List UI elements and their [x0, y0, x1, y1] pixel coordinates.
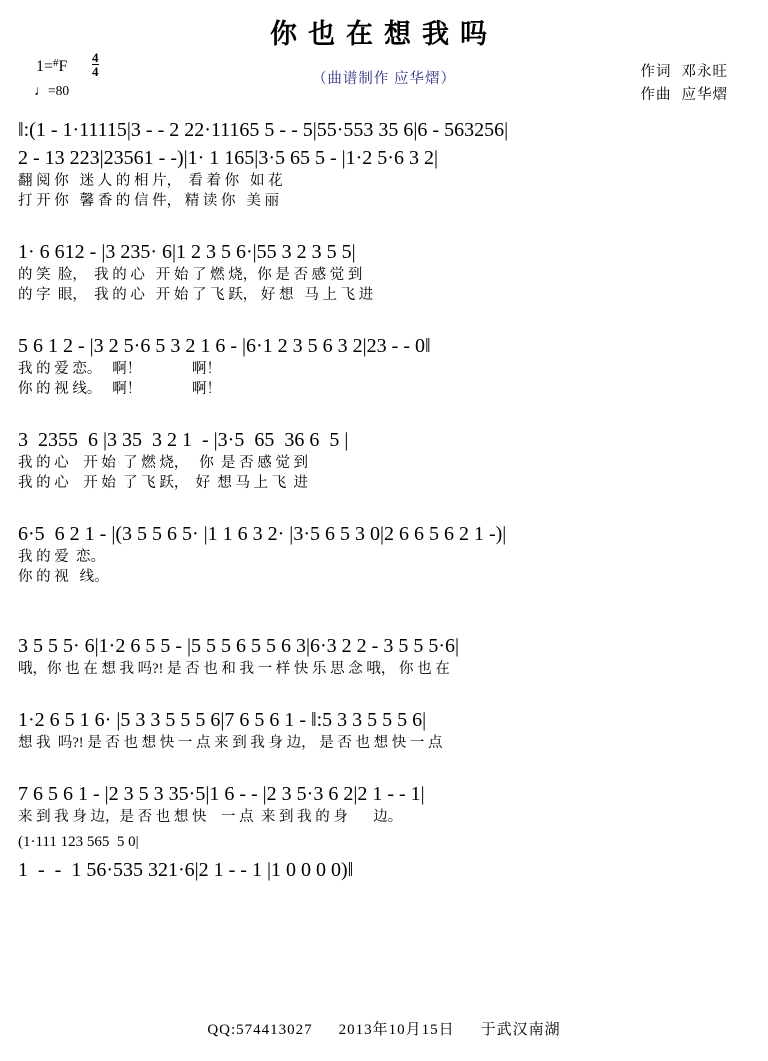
- notation-line: 7 6 5 6 1 - |2 3 5 3 35·5|1 6 - - |2 3 5·3 6 2|2 1 - - 1|: [18, 783, 425, 805]
- time-signature-numerator: 4: [92, 50, 99, 65]
- tempo-equals: =: [48, 83, 56, 98]
- score-system: [18, 633, 750, 679]
- score-system: [18, 333, 750, 399]
- notation-line: 1·2 6 5 1 6· |5 3 3 5 5 5 6|7 6 5 6 1 - ‖:5 3 3 5 5 5 6|: [18, 709, 427, 731]
- footer-location: 于武汉南湖: [480, 1022, 561, 1038]
- score-system: [18, 857, 750, 883]
- score-system: [18, 427, 750, 493]
- lyric-line-verse2: 我 的 心 开 始 了 飞 跃， 好 想 马 上 飞 进: [18, 475, 308, 491]
- lyric-line-verse2: 打 开 你 馨 香 的 信 件， 精 读 你 美 丽: [18, 193, 279, 209]
- lyric-line-verse1: 的 笑 脸， 我 的 心 开 始 了 燃 烧，你 是 否 感 觉 到: [18, 267, 363, 283]
- lyric-line-chorus: 来 到 我 身 边，是 否 也 想 快 一 点 来 到 我 的 身 边。: [18, 809, 403, 825]
- tempo-note-icon: ♩: [34, 84, 48, 99]
- notation-line: 1 - - 1 56·535 321·6|2 1 - - 1 |1 0 0 0 0)‖: [18, 859, 354, 881]
- qq-label: QQ:: [207, 1022, 237, 1038]
- time-signature-denominator: 4: [92, 64, 99, 79]
- key-note: F: [58, 58, 68, 75]
- credit-lyricist: [641, 61, 729, 84]
- credit-lyricist-name: 邓永旺: [681, 64, 728, 80]
- lyric-line-verse1: 我 的 心 开 始 了 燃 烧， 你 是 否 感 觉 到: [18, 455, 308, 471]
- score-system: [18, 707, 750, 753]
- credit-composer-name: 应华熠: [681, 87, 728, 103]
- notation-line: ‖:(1 - 1·11115|3 - - 2 22·11165 5 - - 5|55·553 35 6|6 - 563256|: [18, 119, 509, 141]
- lyric-line-verse2: 你 的 视 线。 啊！ 啊！: [18, 381, 221, 397]
- notation-line: 6·5 6 2 1 - |(3 5 5 6 5· |1 1 6 3 2· |3·5 6 5 3 0|2 6 6 5 6 2 1 -)|: [18, 523, 507, 545]
- page-title: 你也在想我吗: [270, 19, 498, 49]
- lyric-line-verse1: 翻 阅 你 迷 人 的 相 片， 看 着 你 如 花: [18, 173, 283, 189]
- tempo-bpm: 80: [55, 83, 70, 98]
- score-header: [0, 50, 768, 117]
- score-system: [18, 145, 750, 211]
- lyric-line-chorus: 想 我 吗?! 是 否 也 想 快 一 点 来 到 我 身 边， 是 否 也 想 快 一 点: [18, 735, 443, 751]
- key-accidental: #: [53, 57, 59, 69]
- lyric-line-verse2: 你 的 视 线。: [18, 569, 109, 585]
- score-system: [18, 117, 750, 143]
- lyric-line-verse2: 的 字 眼， 我 的 心 开 始 了 飞 跃， 好 想 马 上 飞 进: [18, 287, 374, 303]
- score-body: [18, 117, 750, 883]
- notation-line-small: (1·111 123 565 5 0|: [18, 834, 139, 850]
- score-system: [18, 781, 750, 827]
- notation-line: 1· 6 612 - |3 235· 6|1 2 3 5 6·|55 3 2 3 5 5|: [18, 241, 356, 263]
- score-subtitle: （曲谱制作 应华熠）: [311, 71, 457, 87]
- credit-composer-label: 作曲: [640, 87, 672, 103]
- qq-number: 574413027: [236, 1022, 313, 1038]
- credit-lyricist-label: 作词: [640, 64, 672, 80]
- lyric-line-verse1: 我 的 爱 恋。: [18, 549, 105, 565]
- score-system: [18, 829, 750, 855]
- score-system: [18, 521, 750, 587]
- notation-line: 3 5 5 5· 6|1·2 6 5 5 - |5 5 5 6 5 5 6 3|6·3 2 2 - 3 5 5 5·6|: [18, 635, 459, 657]
- key-prefix: 1=: [36, 58, 54, 75]
- credit-composer: [641, 84, 729, 107]
- notation-line: 3 2355 6 |3 35 3 2 1 - |3·5 65 36 6 5 |: [18, 429, 349, 451]
- credits-block: [641, 61, 729, 107]
- footer-date: 2013年10月15日: [338, 1022, 455, 1038]
- footer: [0, 1018, 768, 1039]
- lyric-line-chorus: 哦，你 也 在 想 我 吗?! 是 否 也 和 我 一 样 快 乐 思 念 哦， 你 也 在: [18, 661, 450, 677]
- notation-line: 5 6 1 2 - |3 2 5·6 5 3 2 1 6 - |6·1 2 3 5 6 3 2|23 - - 0‖: [18, 335, 431, 357]
- score-system: [18, 239, 750, 305]
- notation-line: 2 - 13 223|23561 - -)|1· 1 165|3·5 65 5 - |1·2 5·6 3 2|: [18, 147, 438, 169]
- lyric-line-verse1: 我 的 爱 恋。 啊！ 啊！: [18, 361, 221, 377]
